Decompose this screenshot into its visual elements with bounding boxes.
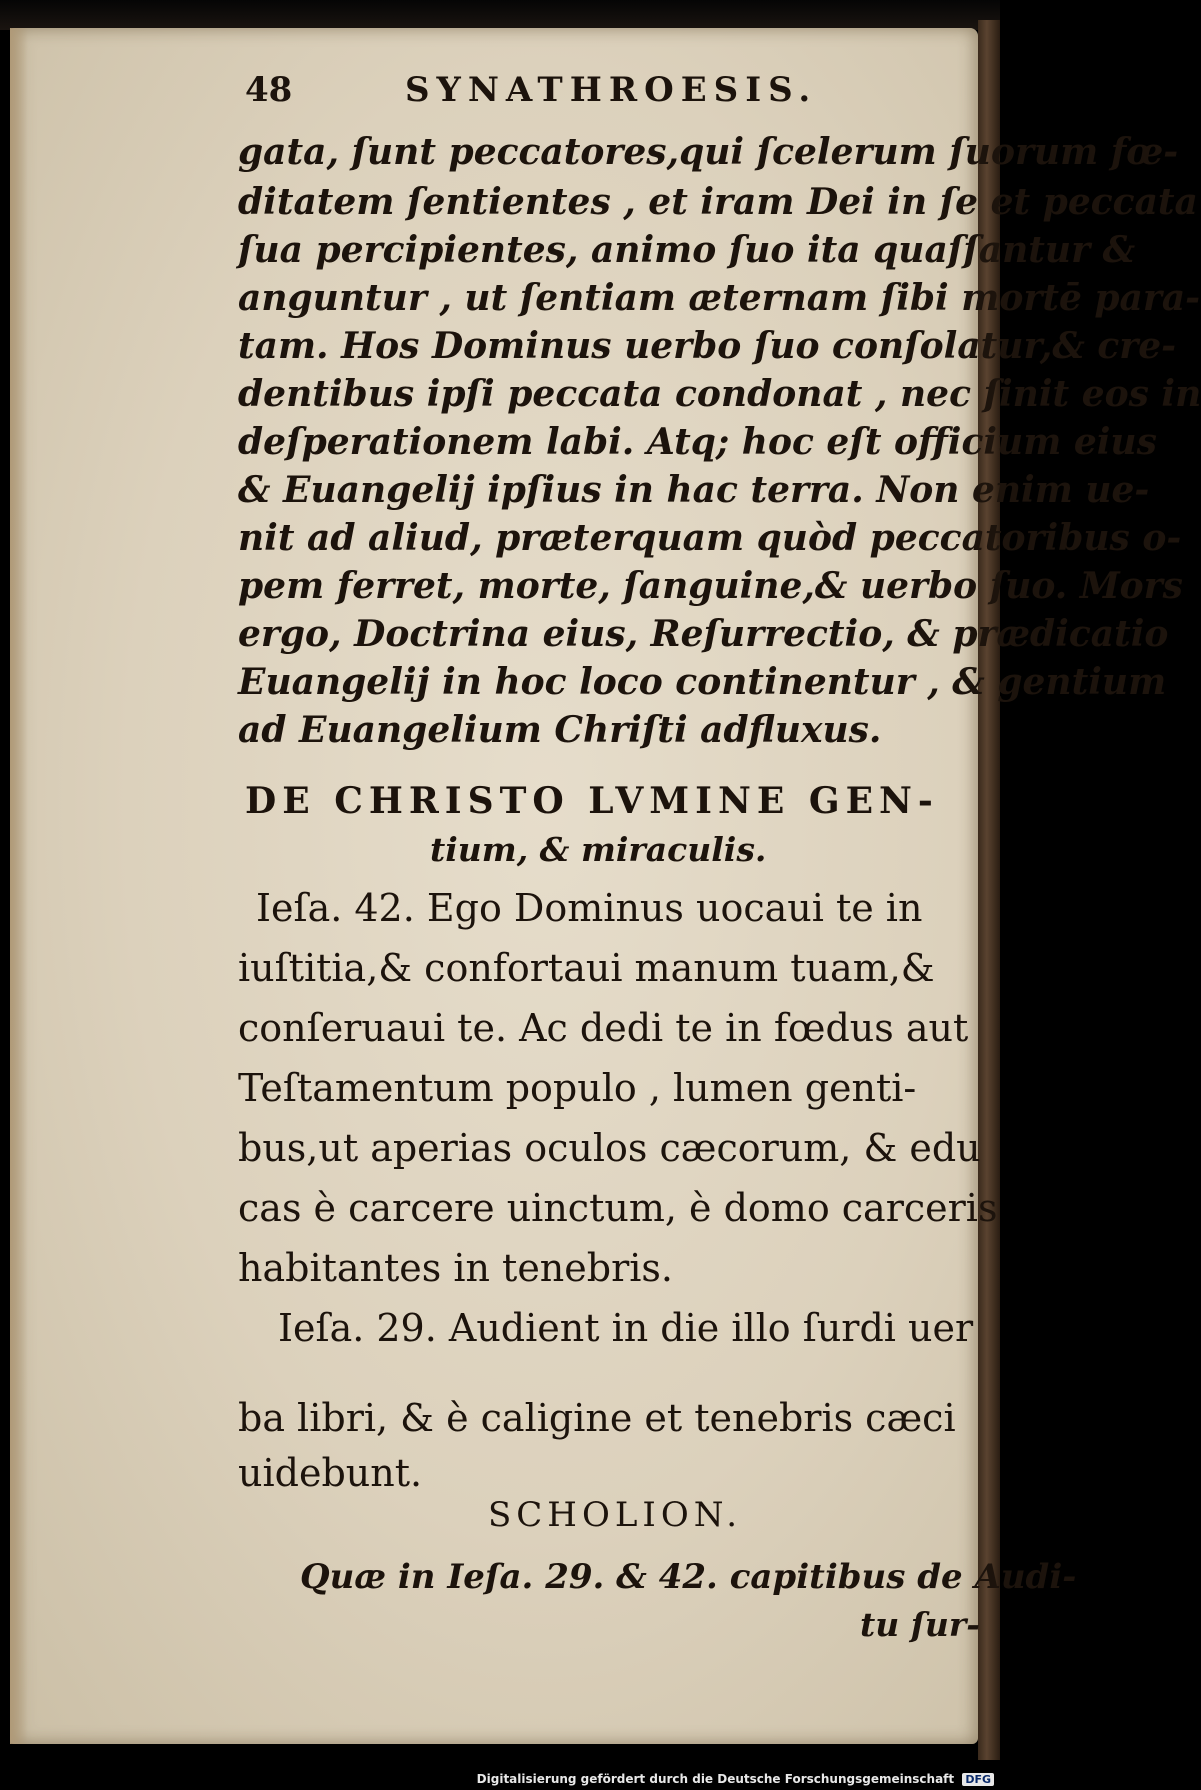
text-line: cas è carcere uinctum, è domo carceris — [238, 1186, 998, 1230]
text-line: uidebunt. — [238, 1451, 423, 1495]
dfg-logo: DFG — [962, 1773, 994, 1786]
text-line: dentibus ipſi peccata condonat , nec ſinit eos in — [238, 373, 1201, 415]
text-line: habitantes in tenebris. — [238, 1246, 673, 1290]
digitization-credit — [477, 1772, 994, 1786]
catchword: tu ſur- — [860, 1605, 980, 1644]
scan-top-edge — [0, 0, 1000, 30]
text-line: ergo, Doctrina eius, Reſurrectio, & prædicatio — [238, 613, 1169, 655]
running-head: SYNATHROESIS. — [405, 70, 818, 110]
scholion-line: Quæ in Ieſa. 29. & 42. capitibus de Audi- — [300, 1557, 1077, 1597]
text-line: bus,ut aperias oculos cæcorum, & edu — [238, 1126, 981, 1170]
text-line: Ieſa. 42. Ego Dominus uocaui te in — [256, 886, 923, 930]
text-line: pem ferret, morte, ſanguine,& uerbo ſuo. Mors — [238, 565, 1183, 607]
text-line: ba libri, & è caligine et tenebris cæci — [238, 1396, 956, 1440]
text-line: conſeruaui te. Ac dedi te in fœdus aut — [238, 1006, 969, 1050]
section-heading: DE CHRISTO LVMINE GEN- — [245, 780, 939, 822]
page-header — [245, 70, 960, 120]
text-line: gata, ſunt peccatores,qui ſcelerum ſuorum fœ- — [238, 131, 1179, 173]
section-subheading: tium, & miraculis. — [430, 830, 767, 869]
text-line: ditatem ſentientes , et iram Dei in ſe et peccata — [238, 181, 1198, 223]
text-line: deſperationem labi. Atq; hoc eſt officium eius — [238, 421, 1157, 463]
text-line: anguntur , ut ſentiam æternam ſibi mortē para- — [238, 277, 1201, 319]
credit-text: Digitalisierung gefördert durch die Deutsche Forschungsgemeinschaft — [476, 1772, 955, 1786]
page-number: 48 — [245, 70, 293, 110]
text-line: ad Euangelium Chriſti adfluxus. — [238, 709, 882, 751]
text-line: Teſtamentum populo , lumen genti- — [238, 1066, 917, 1110]
text-line: & Euangelij ipſius in hac terra. Non enim ue- — [238, 469, 1150, 511]
text-line: ſua percipientes, animo ſuo ita quaſſantur & — [238, 229, 1136, 271]
scholion-title: SCHOLION. — [488, 1495, 743, 1535]
text-line: nit ad aliud, præterquam quòd peccatoribus o- — [238, 517, 1182, 559]
text-line: iuſtitia,& confortaui manum tuam,& — [238, 946, 935, 990]
text-line: Euangelij in hoc loco continentur , & gentium — [238, 661, 1167, 703]
text-line: Ieſa. 29. Audient in die illo ſurdi uer — [278, 1306, 974, 1350]
text-line: tam. Hos Dominus uerbo ſuo conſolatur,& cre- — [238, 325, 1177, 367]
page-gutter-shadow — [10, 28, 28, 1744]
